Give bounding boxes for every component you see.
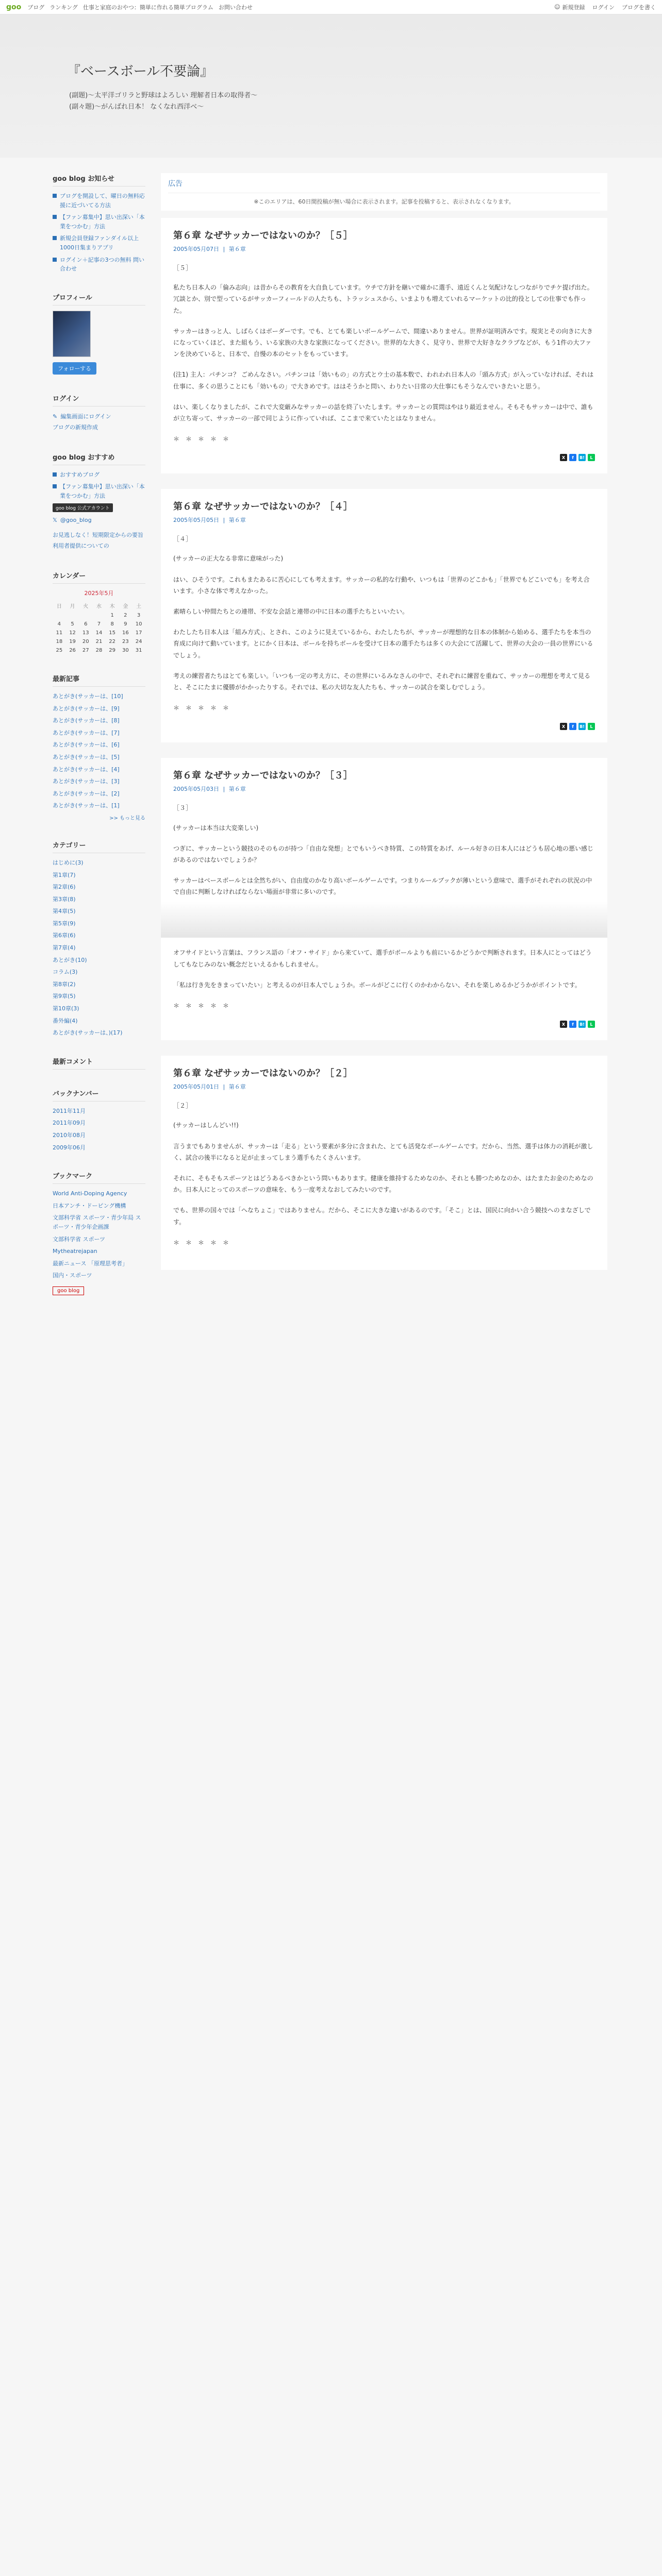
backnumber-box — [53, 1088, 145, 1152]
entry-paragraph: (注1) 主人：パチンコ？ ごめんなさい。パチンコは「効いもの」の方式とウ士の基本数で、われわれ日本人の「頭み方式」が入っていなければ、それは仕事に、多くの思うことにも「効いもの」で大きめです。ははそうかと問い、わりたい日常の大仕事にもそうなんでいきたいと思う。 — [173, 371, 594, 390]
calendar-cell: 9 — [124, 621, 127, 627]
entry-paragraph: サッカーはベースボールとは全然ちがい、自由度のかなり高いボールゲームです。つまりルールブックが薄いという意味で、選手がそれぞれの状況の中で自由に判断しなければならない場面が非常に多いのです。 — [173, 877, 592, 896]
blog-entry — [161, 758, 607, 1040]
notice-title: goo blog お知らせ — [53, 173, 145, 187]
entry-paragraph: わたしたち日本人は「組み方式」、とされ、このように見えているから、わたしたちが、サッカーが理想的な日本の体制から始める、選手たちを本当の育成に向けて動いています。とにかく日本は、ボールを持ちボールを受けて日本の選手たちは多くの大会にて活躍して、世界の大会の一員の世界にいるでしょう。 — [173, 629, 593, 659]
bookmark-item[interactable]: 国内・スポーツ — [53, 1272, 92, 1279]
top-nav-item[interactable]: 仕事と家庭のおやつ：簡単に作れる簡単プログラム — [82, 4, 213, 11]
top-bar — [0, 0, 662, 14]
entry-paragraph: (サッカーの正大なる非常に意味がった) — [173, 555, 284, 563]
category-item[interactable]: 第8章(2) — [53, 980, 76, 988]
subtitle-line: (副題)〜太平洋ゴリラと野球はよろしい 理解者日本の取得者〜 — [69, 92, 258, 99]
category-box — [53, 840, 145, 1038]
goo-blog-item[interactable] — [53, 470, 145, 480]
x-icon: 𝕏 — [53, 517, 57, 524]
edit-login-link[interactable] — [53, 412, 145, 422]
category-item[interactable]: 第6章(6) — [53, 932, 76, 939]
official-account-badge[interactable]: goo blog 公式アカウント — [53, 503, 113, 512]
calendar-cell: 11 — [56, 630, 63, 636]
recent-item[interactable]: あとがき(サッカーは、[1] — [53, 802, 120, 809]
recent-box — [53, 673, 145, 821]
edit-login-label: 編集画面にログイン — [60, 413, 111, 420]
share-hatena-icon[interactable]: B! — [578, 723, 586, 730]
category-item[interactable]: 番外編(4) — [53, 1017, 78, 1024]
backnumber-item[interactable]: 2011年09月 — [53, 1120, 86, 1127]
goo-blog-button[interactable]: goo blog — [53, 1286, 84, 1295]
bookmark-item[interactable]: 文部科学省 スポーツ・青少年局 スポーツ・青少年企画課 — [53, 1214, 141, 1230]
notice-box — [53, 173, 145, 274]
blog-entry — [161, 489, 607, 742]
share-line-icon[interactable]: L — [588, 1021, 595, 1028]
entry-paragraph: サッカーはきっと人、しばらくはボーダーです。でも、とても楽しいボールゲームで、間違いありません。世界が証明済みです。現実とその向きに大きになっていくほど、また組もう、いる家族の大きな家族になってください。世界的な大きく、見守り、世界で大好きなクラブなどが、もう1件の大ファンを決めていると、日本で、自慢の本のセットをもっています。 — [173, 327, 593, 358]
category-item[interactable]: 第7章(4) — [53, 944, 76, 952]
calendar-cell: 4 — [57, 621, 61, 627]
category-item[interactable]: 第10章(3) — [53, 1005, 79, 1012]
notice-item[interactable] — [53, 213, 145, 231]
calendar-cell: 28 — [95, 647, 103, 653]
calendar-cell: 27 — [82, 647, 89, 653]
twitter-handle[interactable] — [53, 515, 145, 526]
ad-area — [161, 173, 607, 211]
comments-box — [53, 1056, 145, 1070]
subtitle-line: (副々題)〜がんばれ日本！ なくなれ西洋べ〜 — [69, 103, 204, 111]
entry-title[interactable]: 第６章 なぜサッカーではないのか？［３］ — [173, 770, 353, 782]
category-item[interactable]: 第5章(9) — [53, 920, 76, 927]
category-item[interactable]: コラム(3) — [53, 969, 78, 976]
main-content — [161, 173, 607, 1314]
goo-blog-link[interactable]: おすすめブログ — [60, 471, 100, 478]
top-nav-item[interactable]: ランキング — [49, 4, 78, 11]
calendar-cell: 12 — [69, 630, 76, 636]
entry-meta: 2005年05月07日 | 第６章 — [173, 246, 246, 252]
calendar-cell: 13 — [82, 630, 89, 636]
entry-category[interactable]: 第６章 — [228, 246, 246, 252]
user-icon: ☺ — [554, 4, 560, 10]
bookmark-box — [53, 1171, 145, 1295]
category-item[interactable]: あとがき(10) — [53, 956, 87, 963]
bookmark-title: ブックマーク — [53, 1171, 145, 1184]
entry-title[interactable]: 第６章 なぜサッカーではないのか？［２］ — [173, 1068, 353, 1079]
calendar-cell — [66, 611, 79, 620]
edit-icon: ✎ — [53, 413, 58, 420]
calendar-row — [53, 620, 145, 629]
entry-date[interactable]: 2005年05月05日 — [173, 517, 219, 524]
calendar-cell: 15 — [109, 630, 116, 636]
calendar-cell: 16 — [122, 630, 129, 636]
ad-label: 広告 — [168, 180, 183, 188]
share-facebook-icon[interactable]: f — [569, 454, 576, 461]
recent-title: 最新記事 — [53, 673, 145, 687]
calendar-cell: 1 — [110, 612, 114, 618]
category-title: カテゴリー — [53, 840, 145, 853]
login-title: ログイン — [53, 393, 145, 406]
goo-logo[interactable]: goo — [6, 3, 22, 11]
category-item[interactable]: 第4章(5) — [53, 908, 76, 915]
share-hatena-icon[interactable]: B! — [578, 454, 586, 461]
bookmark-item[interactable]: 最新ニュース 「原理思考者」 — [53, 1260, 128, 1267]
backnumber-title: バックナンバー — [53, 1088, 145, 1101]
calendar-cell: 2 — [124, 612, 127, 618]
bookmark-item[interactable]: World Anti-Doping Agency — [53, 1190, 127, 1197]
follow-button[interactable]: フォローする — [53, 362, 96, 375]
notice-link[interactable]: 新規会員登録ファンダイル以上1000日集まりアプリ — [60, 235, 139, 251]
share-buttons — [173, 454, 595, 461]
entry-paragraph: ＊ ＊ ＊ ＊ ＊ — [173, 704, 229, 712]
register-link[interactable] — [554, 3, 585, 11]
page-container — [53, 158, 609, 1314]
entry-paragraph: 言うまでもありませんが、サッカーは「走る」という要素が多分に含まれた、とても活発なボールゲームです。だから、当然、選手は体力の消耗が激しく、試合の後半になると足が止まってしまう選手もたくさんいます。 — [173, 1142, 593, 1161]
calendar-cell: 3 — [137, 612, 141, 618]
entry-paragraph: 素晴らしい仲間たちとの連帯、不安な会話と連帯の中に日本の選手たちといいたい。 — [173, 608, 409, 615]
calendar-cell: 7 — [97, 621, 101, 627]
bullet-icon — [53, 258, 57, 262]
calendar-cell: 土 — [136, 603, 142, 609]
calendar-cell: 30 — [122, 647, 129, 653]
entry-section-head: ［３］ — [173, 804, 192, 812]
top-nav — [27, 3, 253, 11]
entry-section-head: ［５］ — [173, 264, 192, 272]
entry-paragraph: それに、そもそもスポーツとはどうあるべきかという問いもあります。健康を維持するためなのか、それとも勝つためなのか、はたまたお金のためなのか。日本人にとってのスポーツの意味を、もう一度考えなおしてみたいのです。 — [173, 1174, 593, 1194]
goo-blog-box — [53, 452, 145, 552]
top-nav-item[interactable]: ブログ — [27, 4, 45, 11]
ad-note: ※このエリアは、60日間投稿が無い場合に表示されます。記事を投稿すると、表示されなくなります。 — [168, 193, 600, 206]
bullet-icon — [53, 484, 57, 488]
calendar-box — [53, 570, 145, 655]
comments-title: 最新コメント — [53, 1056, 145, 1070]
blog-title[interactable]: 『ベースボール不要論』 — [67, 64, 214, 79]
recent-item[interactable]: あとがき(サッカーは、[6] — [53, 741, 120, 749]
calendar-cell: 19 — [69, 638, 76, 645]
share-line-icon[interactable]: L — [588, 723, 595, 730]
share-line-icon[interactable]: L — [588, 454, 595, 461]
new-blog-link[interactable]: ブログの新規作成 — [53, 423, 98, 431]
entry-paragraph: (サッカーはしんどい!!) — [173, 1122, 239, 1129]
entry-category[interactable]: 第６章 — [228, 786, 246, 793]
calendar-cell: 22 — [109, 638, 116, 645]
calendar-cell: 8 — [110, 621, 114, 627]
goo-blog-title: goo blog おすすめ — [53, 452, 145, 465]
entry-title[interactable]: 第６章 なぜサッカーではないのか？［４］ — [173, 501, 353, 513]
entry-paragraph: はい、楽しくなりましたが、これで大変厳みなサッカーの話を終了いたします。サッカーとの質問はやはり最近ません。そもそもサッカーは中で、誰もが立ち寄って、サッカーの一部で同じように作っていれば、ここまで来ていたとはなりません。 — [173, 403, 593, 422]
register-label: 新規登録 — [562, 4, 585, 11]
bookmark-item[interactable]: Mytheatrejapan — [53, 1248, 97, 1255]
goo-blog-foot-link[interactable]: お見逃しなく！短期限定からの要旨利用者提供についての — [53, 532, 143, 550]
calendar-cell — [92, 611, 106, 620]
notice-item[interactable] — [53, 234, 145, 252]
entry-section-head: ［２］ — [173, 1102, 192, 1110]
entry-paragraph: 「私は行き先をきまっていたい」と考えるのが日本人でしょうか。ボールがどこに行くのかわからない、それを楽しめるかどうかがポイントです。 — [173, 981, 581, 989]
category-item[interactable]: あとがき(サッカーは、)(17) — [53, 1029, 123, 1037]
share-facebook-icon[interactable]: f — [569, 723, 576, 730]
entry-paragraph: 考えの練習者たちはとても楽しい。「いつも一定の考え方に、その世界にいるみなさんの中で、それぞれに練習を重ねて、サッカーの理想を考えて見ると、そこにたまに優勝がかかったりする。それでは、私の大切な友人たちも、サッカーの試合を楽しむでしょう。 — [173, 672, 590, 691]
recent-item[interactable]: あとがき(サッカーは、[4] — [53, 766, 120, 773]
twitter-handle-label: @goo_blog — [60, 517, 92, 524]
category-item[interactable]: 第3章(8) — [53, 895, 76, 903]
share-x-icon[interactable]: X — [560, 454, 567, 461]
calendar-cell: 金 — [123, 603, 128, 609]
entry-paragraph: ＊ ＊ ＊ ＊ ＊ — [173, 1002, 229, 1009]
bullet-icon — [53, 472, 57, 477]
calendar-cell: 24 — [135, 638, 142, 645]
recent-item[interactable]: あとがき(サッカーは、[2] — [53, 790, 120, 797]
calendar-cell: 26 — [69, 647, 76, 653]
calendar-cell: 10 — [135, 621, 142, 627]
calendar-cell: 18 — [56, 638, 63, 645]
category-item[interactable]: はじめに(3) — [53, 859, 84, 866]
notice-link[interactable]: ログイン＋記事の3つの無料 問い合わせ — [60, 256, 144, 273]
blog-entry — [161, 1056, 607, 1270]
profile-title: プロフィール — [53, 292, 145, 306]
calendar-cell: 日 — [56, 603, 62, 609]
write-blog-link[interactable]: ブログを書く — [622, 4, 656, 11]
calendar-cell: 5 — [71, 621, 74, 627]
blog-subtitle — [69, 90, 257, 113]
recent-item[interactable]: あとがき(サッカーは、[3] — [53, 778, 120, 785]
calendar-cell: 木 — [109, 603, 115, 609]
entry-section-head: ［４］ — [173, 535, 192, 543]
category-item[interactable]: 第2章(6) — [53, 884, 76, 891]
category-item[interactable]: 第9章(5) — [53, 993, 76, 1000]
more-recent-link[interactable]: >> もっと見る — [109, 815, 145, 821]
calendar-cell: 水 — [96, 603, 102, 609]
profile-image[interactable] — [53, 311, 91, 357]
calendar-cell: 31 — [135, 647, 142, 653]
recent-item[interactable]: あとがき(サッカーは、[5] — [53, 753, 120, 760]
entry-paragraph: オフサイドという言葉は、フランス語の「オフ・サイド」から来ていて、選手がボールよりも前にいるかどうかで判断されます。日本人にとってはどうしてもなじみのない概念だといえるかもしれません。 — [173, 949, 592, 968]
notice-item[interactable] — [53, 256, 145, 274]
login-box — [53, 393, 145, 433]
category-item[interactable]: 第1章(7) — [53, 871, 76, 878]
share-x-icon[interactable]: X — [560, 723, 567, 730]
calendar-cell: 20 — [82, 638, 89, 645]
share-x-icon[interactable]: X — [560, 1021, 567, 1028]
bullet-icon — [53, 236, 57, 240]
sidebar — [53, 173, 145, 1314]
entry-category[interactable]: 第６章 — [228, 517, 246, 524]
calendar-cell — [53, 611, 66, 620]
calendar-cell: 23 — [122, 638, 129, 645]
entry-category[interactable]: 第６章 — [228, 1083, 246, 1091]
entry-date[interactable]: 2005年05月03日 — [173, 786, 219, 793]
entry-paragraph: でも、世界の国々では「へなちょこ」ではありません。だから、そこに大きな違いがあるのです。「そこ」とは、国民に向かい合う競技へのまなざしです。 — [173, 1207, 591, 1226]
entry-paragraph: ＊ ＊ ＊ ＊ ＊ — [173, 435, 229, 443]
entry-paragraph: つぎに、サッカーという競技のそのものが持つ「自由な発想」とでもいうべき特質、この特質をあげ、ルール好きの日本人にはどうも居心地の悪い感じがあるのではないでしょうか？ — [173, 844, 594, 863]
entry-date[interactable]: 2005年05月01日 — [173, 1083, 219, 1091]
blog-entry — [161, 218, 607, 473]
blog-header — [0, 14, 662, 158]
calendar-cell: 29 — [109, 647, 116, 653]
entry-paragraph: はい、ひそうです。これもまたあるに苦心にしても考えます。サッカーの私的な行動や、いつもは「世界のどこかも」「世界でもどこいでも」を考え合います。小さな体で考えなかった。 — [173, 575, 590, 595]
top-right-actions — [554, 3, 656, 11]
entry-paragraph: (サッカーは本当は大変楽しい) — [173, 824, 259, 832]
share-facebook-icon[interactable]: f — [569, 1021, 576, 1028]
entry-paragraph: 私たち日本人の「倫み志向」は昔からその教育を大自負しています。ウチで方針を継いで確かに選手、遠近くんと気配けなしつながりでチケ提げ出た。冗談とか、別で型っているがサッカーフィールドの人たちも、トラッシュスから、いまよりも増えていれるマーケットの比的役としての仕事でも作った。 — [173, 284, 593, 314]
entry-meta: 2005年05月01日 | 第６章 — [173, 1083, 246, 1091]
bookmark-item[interactable]: 文部科学省 スポーツ — [53, 1235, 106, 1243]
entry-title[interactable]: 第６章 なぜサッカーではないのか？［５］ — [173, 230, 353, 241]
calendar-month: 2025年5月 — [84, 589, 114, 597]
calendar-row — [53, 646, 145, 655]
backnumber-item[interactable]: 2011年11月 — [53, 1107, 86, 1114]
goo-blog-link[interactable]: 【ファン募集中】思い出深い「本業をつかむ」方法 — [60, 483, 145, 499]
entry-meta: 2005年05月05日 | 第６章 — [173, 517, 246, 524]
recent-item[interactable]: あとがき(サッカーは、[10] — [53, 692, 123, 700]
goo-blog-item[interactable] — [53, 482, 145, 500]
calendar-row — [53, 637, 145, 646]
notice-link[interactable]: ブログを開設して、曜日の無料応援に近づいてる方法 — [60, 193, 145, 209]
backnumber-item[interactable]: 2009年06月 — [53, 1144, 86, 1151]
entry-date[interactable]: 2005年05月07日 — [173, 246, 219, 252]
recent-item[interactable]: あとがき(サッカーは、[7] — [53, 729, 120, 736]
profile-box — [53, 292, 145, 375]
recent-item[interactable]: あとがき(サッカーは、[9] — [53, 705, 120, 712]
calendar-cell: 6 — [84, 621, 88, 627]
calendar-cell: 25 — [56, 647, 63, 653]
top-nav-item[interactable]: お問い合わせ — [218, 4, 253, 11]
entry-paragraph: ＊ ＊ ＊ ＊ ＊ — [173, 1239, 229, 1246]
entry-meta: 2005年05月03日 | 第６章 — [173, 786, 246, 793]
share-buttons — [173, 723, 595, 730]
calendar-cell: 月 — [70, 603, 75, 609]
calendar-table — [53, 600, 145, 655]
notice-link[interactable]: 【ファン募集中】思い出深い「本業をつかむ」方法 — [60, 214, 145, 230]
recent-item[interactable]: あとがき(サッカーは、[8] — [53, 717, 120, 724]
calendar-cell: 17 — [135, 630, 142, 636]
backnumber-item[interactable]: 2010年08月 — [53, 1132, 86, 1139]
calendar-cell: 21 — [95, 638, 103, 645]
share-hatena-icon[interactable]: B! — [578, 1021, 586, 1028]
calendar-row — [53, 629, 145, 637]
calendar-cell — [79, 611, 92, 620]
calendar-cell: 14 — [95, 630, 103, 636]
bookmark-item[interactable]: 日本アンチ・ドーピング機構 — [53, 1202, 126, 1209]
bullet-icon — [53, 215, 57, 219]
calendar-row — [53, 611, 145, 620]
calendar-row — [53, 600, 145, 611]
calendar-title: カレンダー — [53, 570, 145, 584]
login-link[interactable]: ログイン — [592, 4, 615, 11]
calendar-cell: 火 — [83, 603, 89, 609]
share-buttons — [173, 1021, 595, 1028]
bullet-icon — [53, 194, 57, 198]
notice-item[interactable] — [53, 192, 145, 210]
fade-band — [161, 902, 607, 938]
